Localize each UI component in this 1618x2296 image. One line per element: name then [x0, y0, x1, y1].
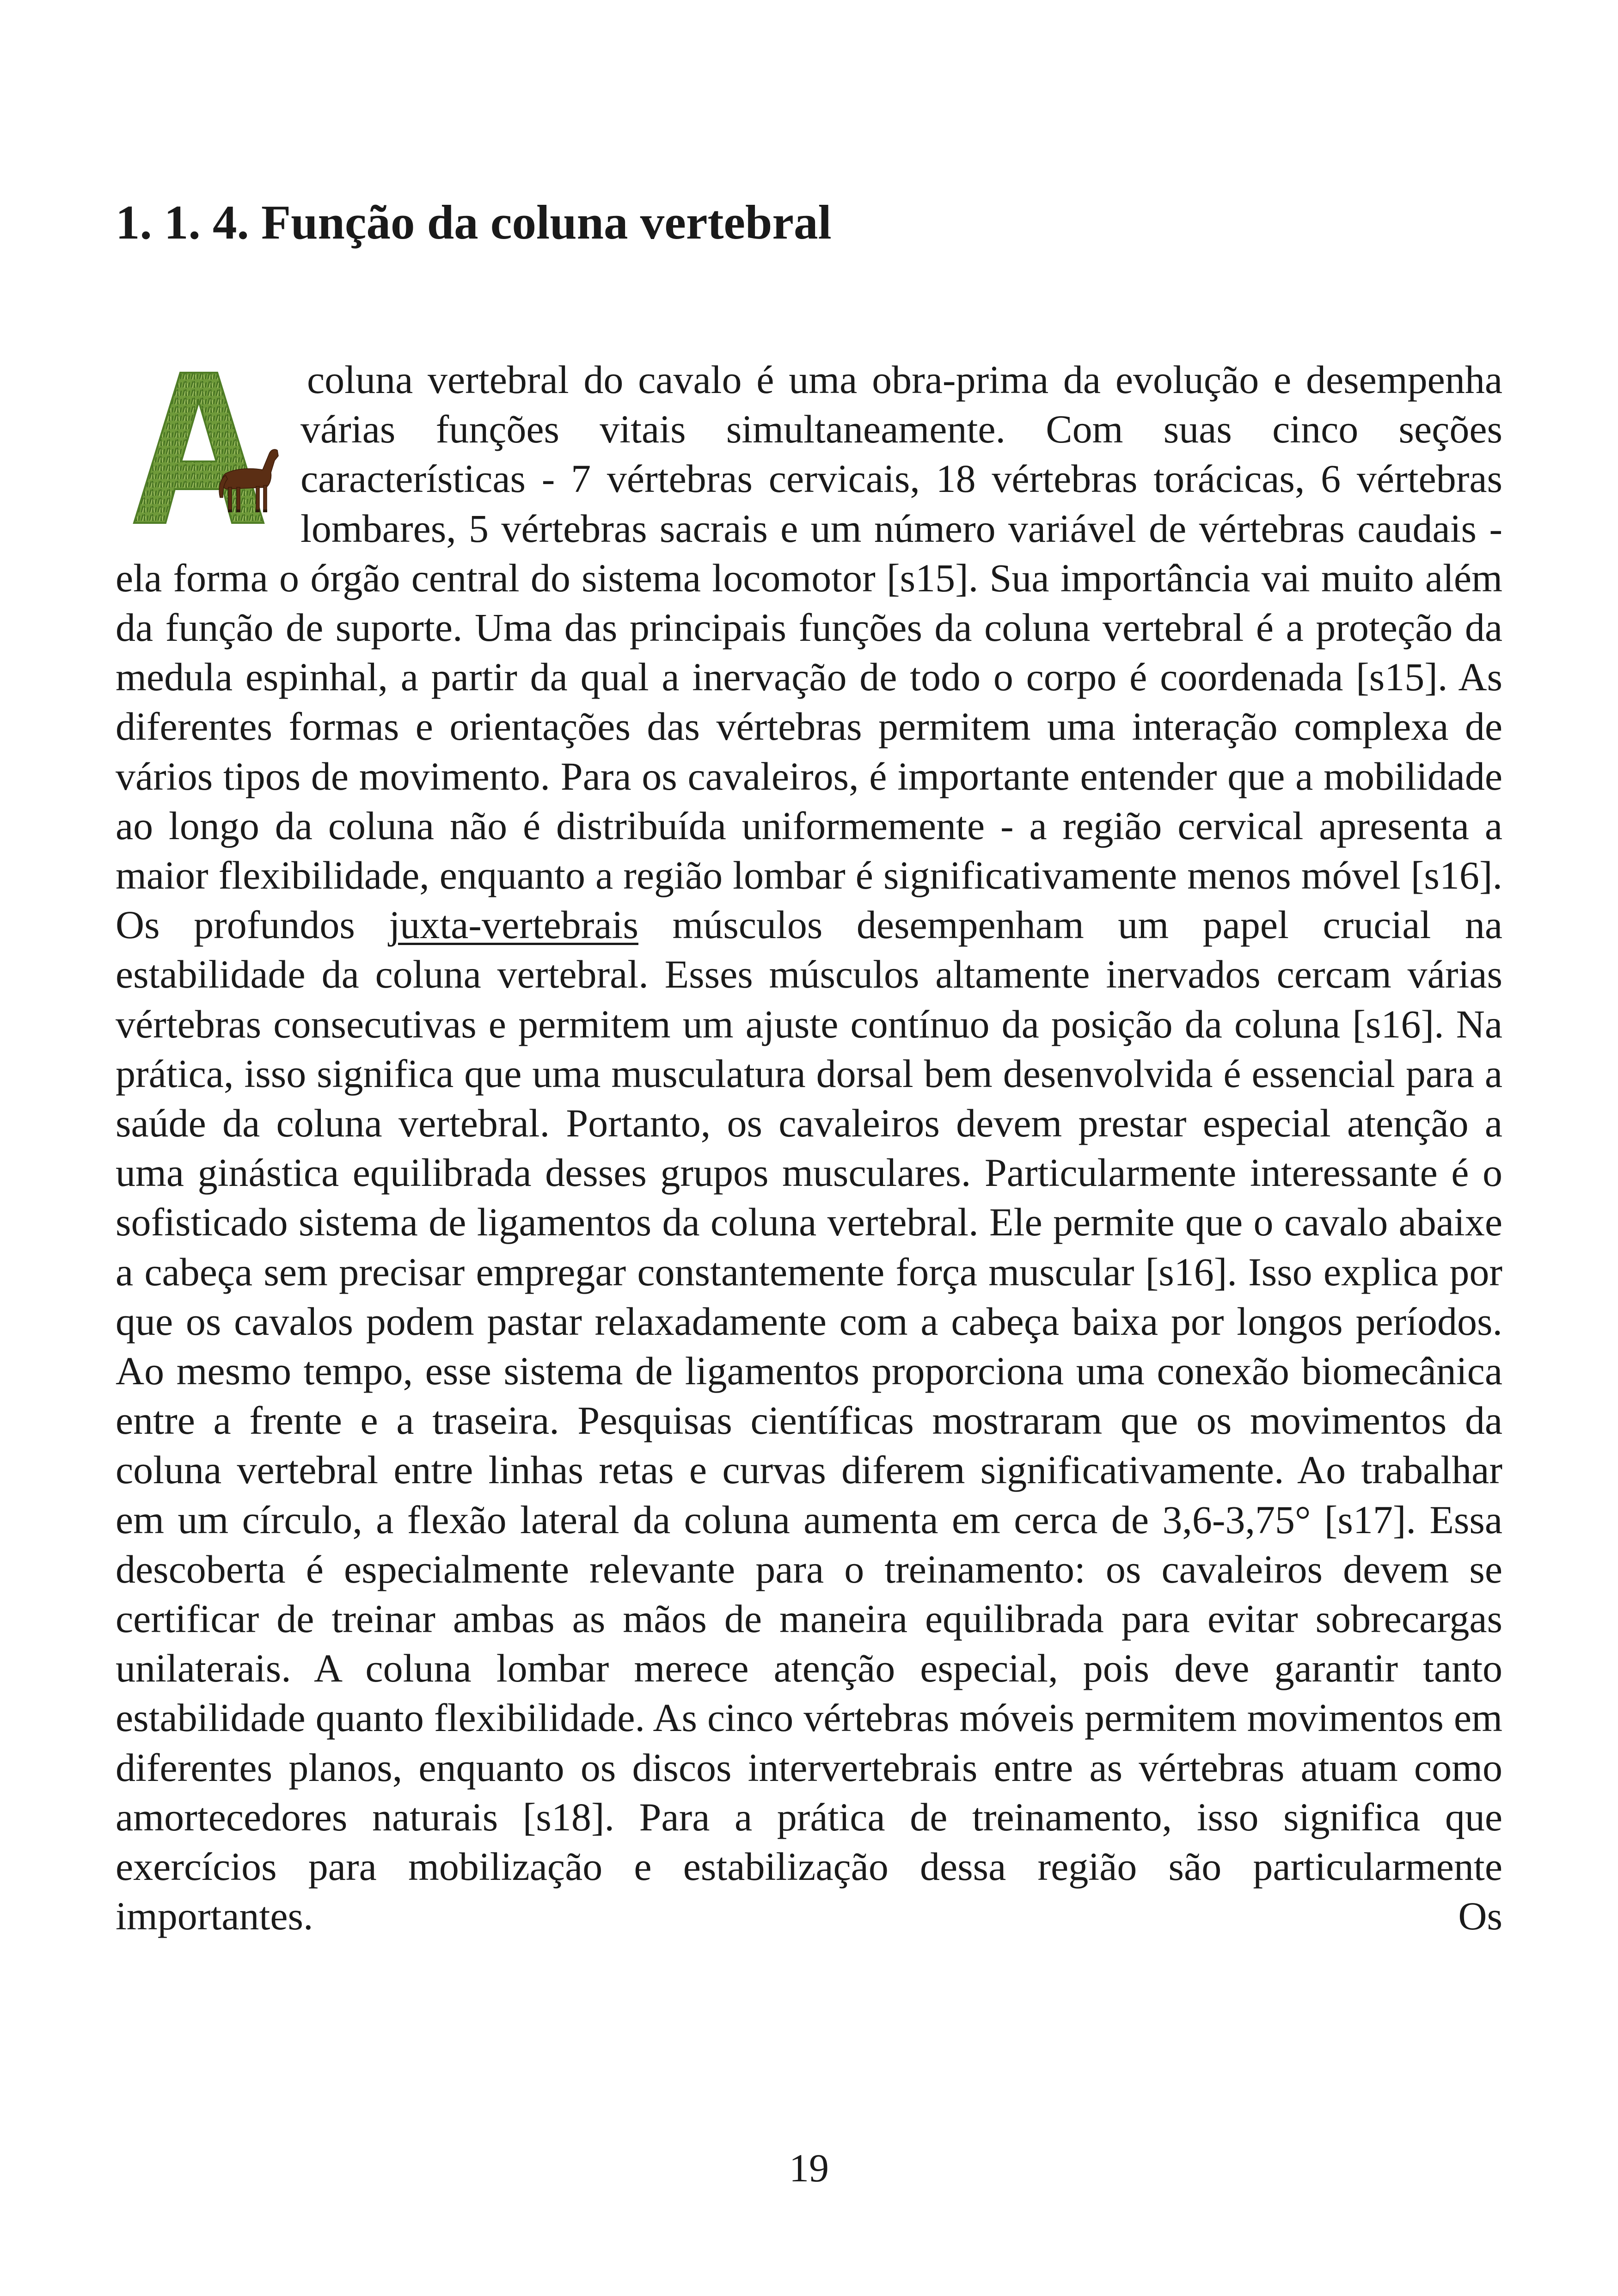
body-paragraph	[116, 355, 1502, 1941]
drop-cap	[116, 355, 287, 531]
grass-letter-with-horse-icon	[116, 363, 287, 530]
paragraph-rest: músculos desempenham um papel crucial na estabilidade da coluna vertebral. Esses músculos altamente inervados cercam várias vértebras consecutivas e permitem um ajuste contínuo da posição da coluna [s16]. Na prática, isso significa que uma musculatura dorsal bem desenvolvida é essencial para a saúde da coluna vertebral. Portanto, os cavaleiros devem prestar especial atenção a uma ginástica equilibrada desses grupos musculares. Particularmente interessante é o sofisticado sistema de ligamentos da coluna vertebral. Ele permite que o cavalo abaixe a cabeça sem precisar empregar constantemente força muscular [s16]. Isso explica por que os cavalos podem pastar relaxadamente com a cabeça baixa por longos períodos. Ao mesmo tempo, esse sistema de ligamentos proporciona uma conexão biomecânica entre a frente e a traseira. Pesquisas científicas mostraram que os movimentos da coluna vertebral entre linhas retas e curvas diferem significativamente. Ao trabalhar em um círculo, a flexão lateral da coluna aumenta em cerca de 3,6-3,75° [s17]. Essa descoberta é especialmente relevante para o treinamento: os cavaleiros devem se certificar de treinar ambas as mãos de maneira equilibrada para evitar sobrecargas unilaterais. A coluna lombar merece atenção especial, pois deve garantir tanto estabilidade quanto flexibilidade. As cinco vértebras móveis permitem movimentos em diferentes planos, enquanto os discos intervertebrais entre as vértebras atuam como amortecedores naturais [s18]. Para a prática de treinamento, isso significa que exercícios para mobilização e estabilização dessa região são particularmente importantes. Os	[116, 902, 1502, 1939]
page-number: 19	[789, 2146, 829, 2190]
section-heading: 1. 1. 4. Função da coluna vertebral	[116, 195, 832, 249]
underlined-term: juxta-vertebrais	[389, 902, 638, 947]
paragraph-lead: coluna vertebral do cavalo é uma obra-prima da evolução e desempenha várias funções vitais simultaneamente. Com suas cinco seções características - 7 vértebras cervicais, 18 vértebras torácicas, 6 vértebras lombares, 5 vértebras sacrais e um número variável de vértebras caudais - ela forma o órgão central do sistema locomotor [s15]. Sua importância vai muito além da função de suporte. Uma das principais funções da coluna vertebral é a proteção da medula espinhal, a partir da qual a inervação de todo o corpo é coordenada [s15]. As diferentes formas e orientações das vértebras permitem uma interação complexa de vários tipos de movimento. Para os cavaleiros, é importante entender que a mobilidade ao longo da coluna não é distribuída uniformemente - a região cervical apresenta a maior flexibilidade, enquanto a região lombar é significativamente menos móvel [s16]. Os profundos	[116, 357, 1502, 947]
